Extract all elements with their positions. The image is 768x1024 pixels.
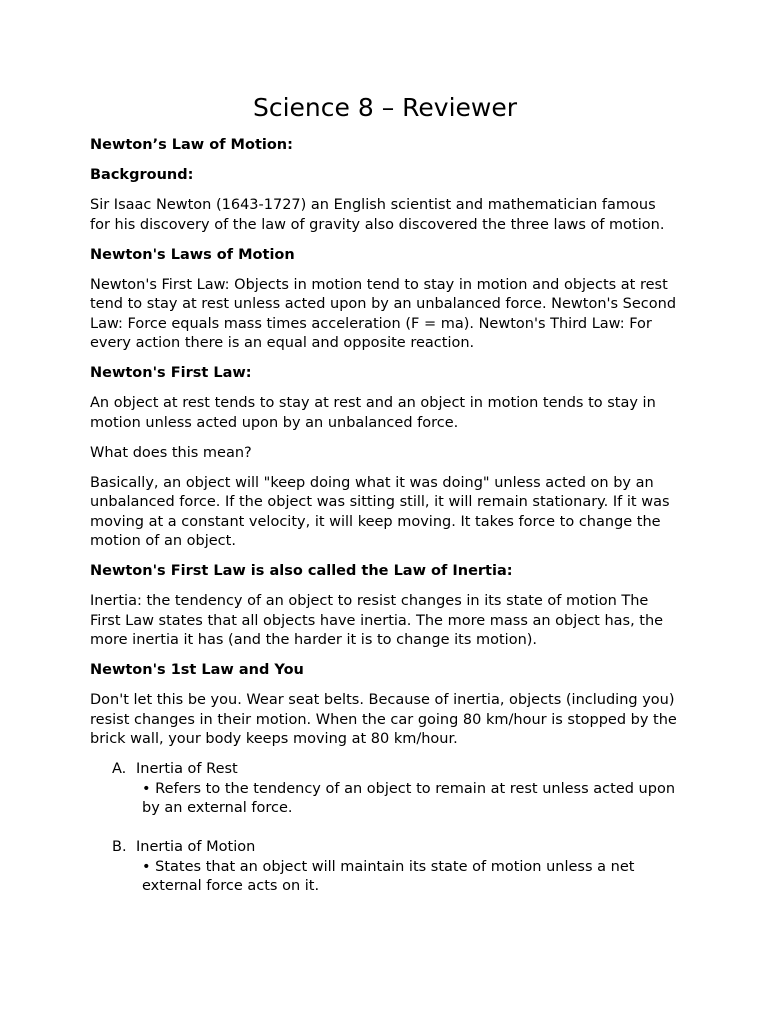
inertia-paragraph: Inertia: the tendency of an object to resist changes in its state of motion The First Law states that all objects have inertia. The more mass an object has, the more inertia it has (and the harder it is to change its motion). [90,593,664,648]
laws-heading: Newton’s Law of Motion: [90,137,293,153]
laws-of-motion-heading: Newton's Laws of Motion [90,246,295,263]
inertia-heading: Newton's First Law is also called the Law of Inertia: [90,563,513,579]
first-law-heading: Newton's First Law: [90,365,252,381]
list-item-detail: • Refers to the tendency of an object to remain at rest unless acted upon by an external force. [142,780,676,816]
list-marker: A. [112,761,127,777]
list-marker: B. [112,839,127,855]
list-item [90,838,680,897]
basically-paragraph: Basically, an object will "keep doing what it was doing" unless acted on by an unbalanced force. If the object was sitting still, it will remain stationary. If it was moving at a constant velocity, it will keep moving. It takes force to change the motion of an object. [90,474,670,549]
first-law-and-you-paragraph: Don't let this be you. Wear seat belts. Because of inertia, objects (including you) resist changes in their motion. When the car going 80 km/hour is stopped by the brick wall, your body keeps moving at 80 km/hour. [90,692,677,747]
laws-of-motion-paragraph: Newton's First Law: Objects in motion tend to stay in motion and objects at rest tend to stay at rest unless acted upon by an unbalanced force. Newton's Second Law: Force equals mass times acceleration (F = ma). Newton's Third Law: For every action there is an equal and opposite reaction. [90,276,677,351]
document-content [90,92,680,916]
list-item-title: Inertia of Rest [136,761,238,777]
list-item [90,760,680,819]
first-law-paragraph: An object at rest tends to stay at rest and an object in motion tends to stay in motion unless acted upon by an unbalanced force. [90,395,656,431]
list-item-detail: • States that an object will maintain its state of motion unless a net external force acts on it. [142,858,635,894]
list-item-title: Inertia of Motion [136,839,256,855]
inertia-types-list [90,760,680,897]
what-does-this-mean: What does this mean? [90,444,252,461]
background-paragraph: Sir Isaac Newton (1643-1727) an English scientist and mathematician famous for his discovery of the law of gravity also discovered the three laws of motion. [90,197,665,233]
background-heading: Background: [90,167,194,183]
page-title: Science 8 – Reviewer [252,93,517,122]
first-law-and-you-heading: Newton's 1st Law and You [90,662,304,678]
